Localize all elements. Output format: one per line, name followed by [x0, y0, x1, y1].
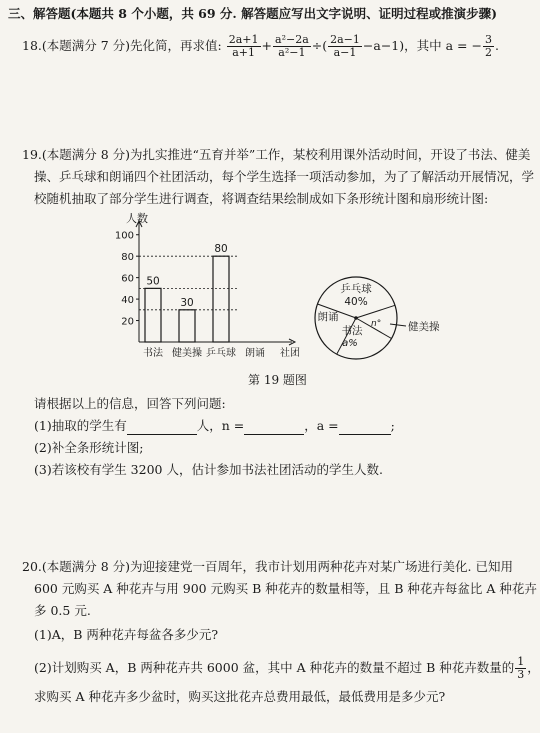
- q20-sub-2: [34, 656, 540, 681]
- pie-slice-label: 朗诵: [317, 311, 339, 323]
- q20-sub2-text: (2)计划购买 A，B 两种花卉共 6000 盆，其中 A 种花卉的数量不超过 B 种花卉数量的: [34, 660, 515, 675]
- pie-slice-value: a%: [342, 338, 358, 349]
- y-tick-label: 60: [121, 273, 134, 285]
- pie-slice-label: 书法: [341, 325, 363, 337]
- bar-chart: [112, 212, 307, 370]
- pie-leader-line: [390, 324, 406, 326]
- pie-center: [354, 316, 358, 320]
- bar: [145, 288, 161, 342]
- q19-sub-2: (2)补全条形统计图;: [34, 440, 144, 455]
- q18-number: 18.: [22, 38, 42, 53]
- bar-chart-marks: [115, 211, 300, 359]
- bar-value-label: 30: [180, 296, 194, 309]
- q20-line-3: 多 0.5 元.: [34, 603, 91, 618]
- bar-value-label: 80: [214, 243, 228, 256]
- q18-fraction-1: $\frac{2a+1}{a+1}$: [228, 33, 259, 59]
- x-tick-label: 乒乓球: [206, 348, 236, 359]
- q20-sub-1: (1)A，B 两种花卉每盆各多少元?: [34, 627, 219, 642]
- answer-blank-a[interactable]: [339, 420, 391, 435]
- q20-line-2: 600 元购买 A 种花卉与用 900 元购买 B 种花卉的数量相等，且 B 种花卉每盆比 A 种花卉: [34, 581, 537, 596]
- q19-sub-1: [34, 417, 395, 435]
- pie-slice-value: n°: [371, 319, 382, 329]
- q19-sub1-text-d: ;: [390, 418, 395, 433]
- answer-blank-count[interactable]: [127, 420, 197, 435]
- answer-blank-n[interactable]: [244, 420, 304, 435]
- q19-line-3: 校随机抽取了部分学生进行调查，将调查结果绘制成如下条形统计图和扇形统计图:: [34, 191, 489, 206]
- bar: [179, 310, 195, 342]
- x-tick-label: 书法: [143, 348, 163, 359]
- x-axis-label: 社团: [280, 348, 300, 359]
- pie-slice-label: 乒乓球: [340, 283, 372, 295]
- q18-prefix: (本题满分 7 分)先化简，再求值:: [41, 38, 222, 53]
- y-axis-label: 人数: [126, 212, 148, 225]
- q19-sub1-text-b: 人，n =: [196, 418, 245, 433]
- pie-chart: [300, 268, 450, 372]
- pie-slice-value: 40%: [344, 296, 368, 308]
- q19-sub1-text-a: (1)抽取的学生有: [34, 418, 127, 433]
- q19-line-1: 19.(本题满分 8 分)为扎实推进“五育并举”工作，某校利用课外活动时间，开设了书法、健美: [22, 147, 531, 162]
- q20-fraction: $\frac{1}{3}$: [517, 655, 525, 681]
- q18-fraction-4: $\frac{3}{2}$: [484, 33, 492, 59]
- q20-sub-2-line-2: 求购买 A 种花卉多少盆时，购买这批花卉总费用最低，最低费用是多少元?: [34, 689, 446, 704]
- bar: [213, 256, 229, 342]
- figure-caption: 第 19 题图: [248, 373, 307, 387]
- q19-sub-3: (3)若该校有学生 3200 人，估计参加书法社团活动的学生人数.: [34, 462, 383, 477]
- q18-fraction-3: $\frac{2a-1}{a-1}$: [330, 33, 360, 59]
- y-tick-label: 20: [121, 316, 134, 328]
- q20-line-1: 20.(本题满分 8 分)为迎接建党一百周年，我市计划用两种花卉对某广场进行美化. 已知用: [22, 559, 513, 574]
- x-tick-label: 朗诵: [245, 348, 265, 359]
- q19-line-2: 操、乒乓球和朗诵四个社团活动，每个学生选择一项活动参加，为了了解活动开展情况，学: [34, 169, 535, 184]
- q18-fraction-2: $\frac{\text{a²−2a}}{\text{a²−1}}$: [275, 33, 309, 59]
- q18-plus: +: [261, 38, 273, 53]
- q19-prompt: 请根据以上的信息，回答下列问题:: [34, 396, 226, 411]
- y-tick-label: 100: [114, 230, 134, 242]
- section-header: 三、解答题(本题共 8 个小题，共 69 分. 解答题应写出文字说明、证明过程或推演步骤): [8, 6, 498, 21]
- pie-slice-label: 健美操: [408, 321, 440, 333]
- pie-chart-marks: [315, 277, 440, 359]
- question-18: [22, 34, 499, 59]
- q19-sub1-text-c: ，a =: [304, 418, 339, 433]
- q18-divide: ÷(: [311, 38, 328, 53]
- q18-tail: −a−1)，其中 a = −: [362, 38, 482, 53]
- y-tick-label: 80: [121, 252, 134, 264]
- q20-sub2-comma: ，: [527, 660, 540, 675]
- y-tick-label: 40: [121, 295, 134, 307]
- q18-end: .: [494, 38, 499, 53]
- bar-value-label: 50: [146, 275, 160, 288]
- x-tick-label: 健美操: [172, 348, 202, 359]
